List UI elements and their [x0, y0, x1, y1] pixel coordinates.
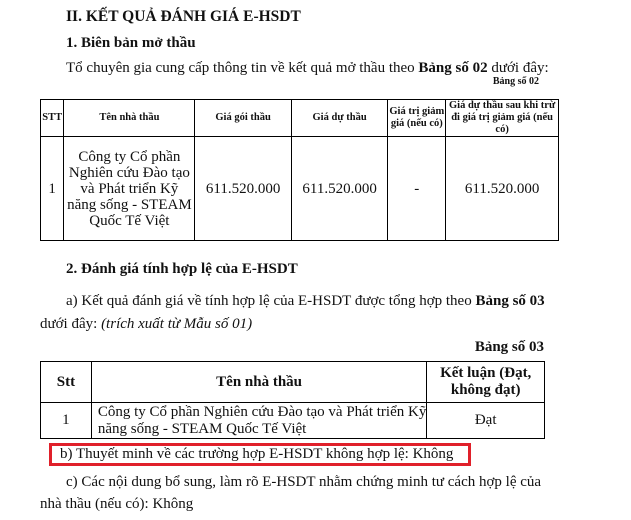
- table-1-caption: Bảng số 02: [492, 76, 539, 87]
- para-a-text: a) Kết quả đánh giá về tính hợp lệ của E-HSDT được tổng hợp theo: [66, 293, 476, 309]
- table-header-row: [41, 362, 545, 403]
- row-stt: 1: [41, 403, 92, 439]
- para-a-line2: [40, 316, 252, 333]
- row-stt: 1: [41, 137, 64, 241]
- section-title: II. KẾT QUẢ ĐÁNH GIÁ E-HSDT: [66, 8, 301, 25]
- table-2-caption: Bảng số 03: [474, 339, 544, 355]
- row-discount: -: [388, 137, 446, 241]
- para-c-line1: c) Các nội dung bổ sung, làm rõ E-HSDT nhằm chứng minh tư cách hợp lệ của: [66, 474, 542, 490]
- col-bidder-name: Tên nhà thầu: [64, 100, 195, 137]
- col-bidder-name: Tên nhà thầu: [91, 362, 427, 403]
- table-header-row: [41, 100, 559, 137]
- intro-suffix: dưới đây:: [487, 60, 549, 76]
- intro-table-ref: Bảng số 02: [418, 60, 488, 76]
- para-a-table-ref: Bảng số 03: [475, 293, 545, 309]
- col-final-price: Giá dự thầu sau khi trừ đi giá trị giảm giá (nếu có): [446, 100, 559, 137]
- table-row: [41, 403, 545, 439]
- row-bidder-name: Công ty Cổ phần Nghiên cứu Đào tạo và Phát triển Kỹ năng sống - STEAM Quốc Tế Việt: [91, 403, 427, 439]
- row-bidder-name: Công ty Cổ phần Nghiên cứu Đào tạo và Phát triển Kỹ năng sống - STEAM Quốc Tế Việt: [64, 137, 195, 241]
- col-result: Kết luận (Đạt, không đạt): [427, 362, 545, 403]
- col-package-price: Giá gói thầu: [195, 100, 291, 137]
- intro-paragraph: [66, 60, 549, 77]
- col-stt: STT: [41, 100, 64, 137]
- subsection-2-title: 2. Đánh giá tính hợp lệ của E-HSDT: [66, 261, 298, 277]
- table-row: [41, 137, 559, 241]
- row-final-price: 611.520.000: [446, 137, 559, 241]
- subsection-1-title: 1. Biên bản mở thầu: [66, 35, 196, 51]
- col-stt: Stt: [41, 362, 92, 403]
- col-bid-price: Giá dự thầu: [291, 100, 387, 137]
- para-a-line1: [66, 293, 545, 310]
- row-result: Đạt: [427, 403, 545, 439]
- para-c-line2: nhà thầu (nếu có): Không: [40, 496, 194, 512]
- col-discount: Giá trị giảm giá (nếu có): [388, 100, 446, 137]
- para-a-source: (trích xuất từ Mẫu số 01): [101, 316, 253, 332]
- row-package-price: 611.520.000: [195, 137, 291, 241]
- bid-opening-table: [40, 99, 559, 241]
- row-bid-price: 611.520.000: [291, 137, 387, 241]
- intro-text: Tổ chuyên gia cung cấp thông tin về kết quả mở thầu theo: [66, 60, 419, 76]
- para-a-line2-text: dưới đây:: [40, 316, 102, 332]
- validity-table: [40, 361, 545, 439]
- para-b: b) Thuyết minh về các trường hợp E-HSDT không hợp lệ: Không: [60, 446, 454, 462]
